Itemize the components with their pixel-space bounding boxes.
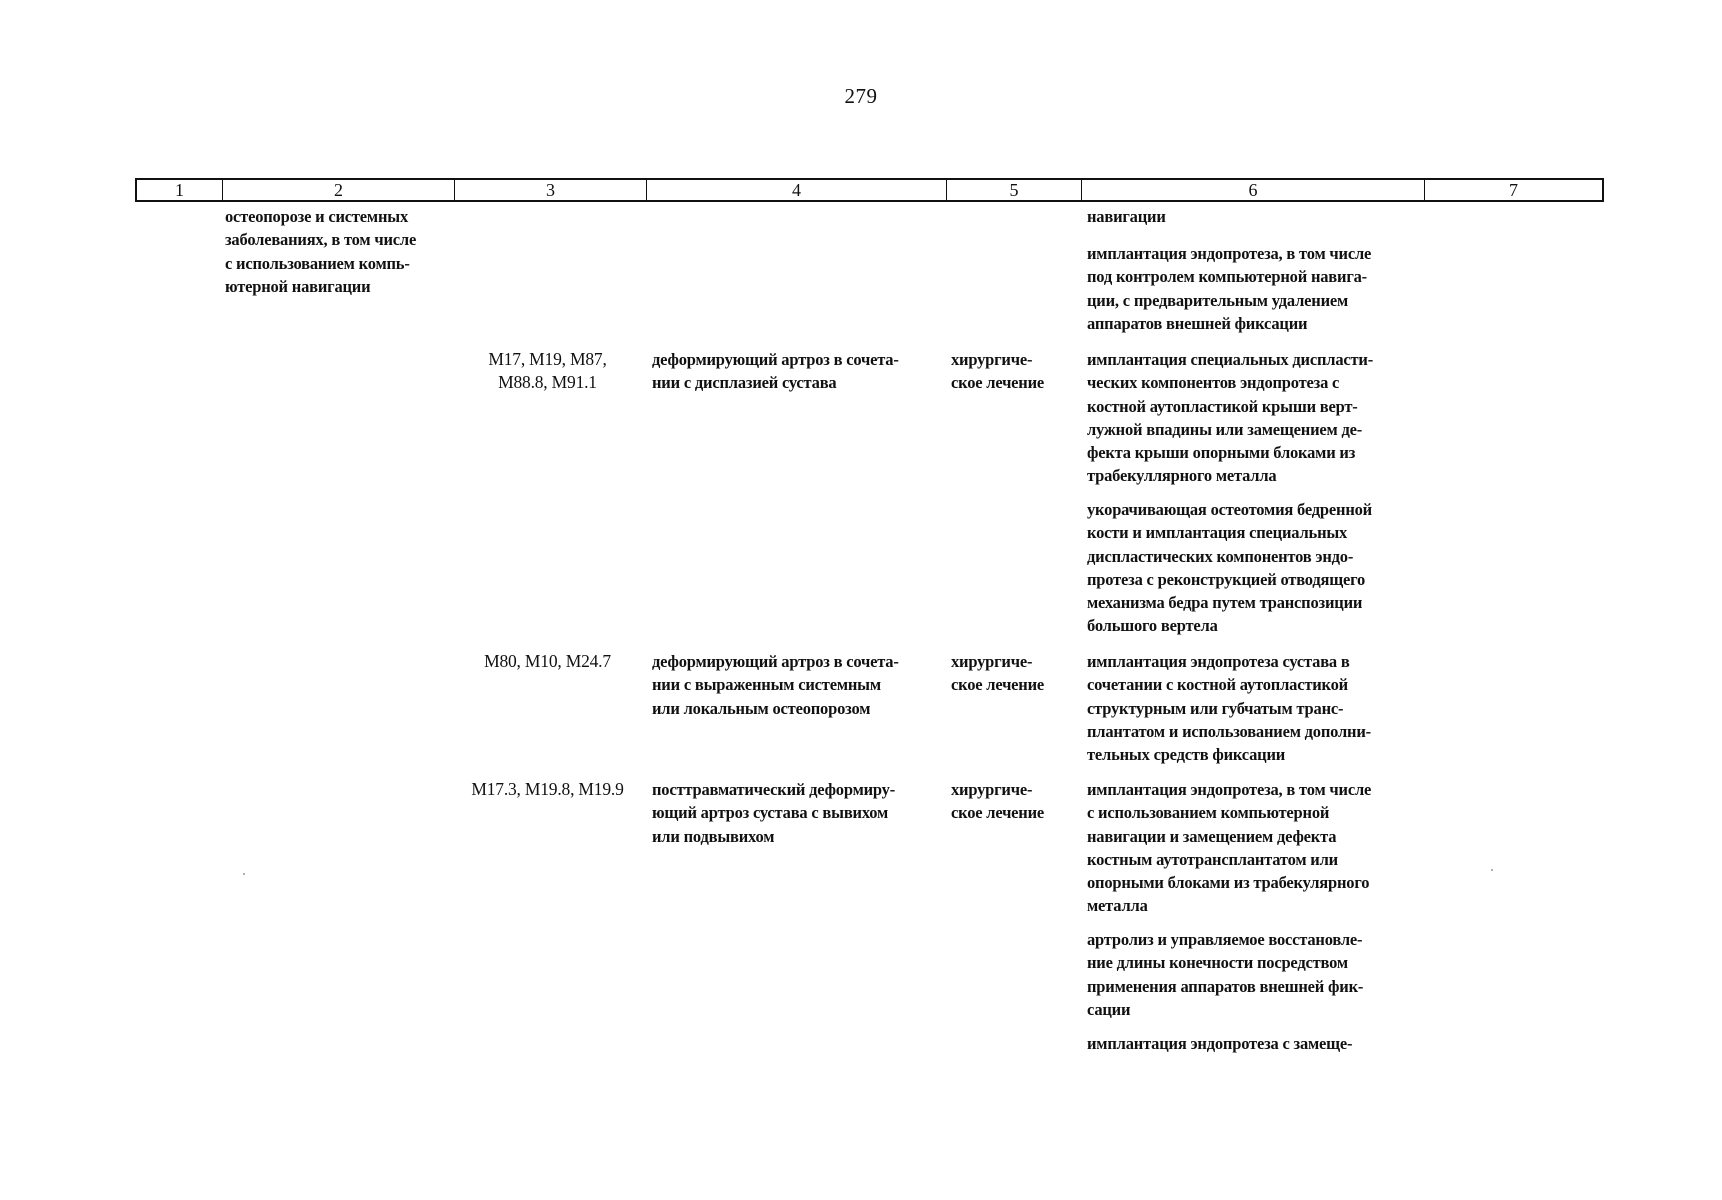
treatment-type: хирургиче- ское лечение	[951, 652, 1045, 695]
page-number: 279	[844, 84, 878, 108]
patient-model: деформирующий артроз в сочета- нии с дисплазией сустава	[652, 350, 899, 393]
method-continued: навигации	[1087, 207, 1166, 226]
method-text: укорачивающая остеотомия бедренной кости и имплантация специальных диспластических компонентов эндо- протеза с реконструкцией отводящего механизма бедра путем транспозиции большого вертела	[1087, 500, 1372, 636]
icd-codes: M17, M19, M87, M88.8, M91.1	[488, 349, 607, 393]
treatment-type: хирургиче- ское лечение	[951, 350, 1045, 393]
header-cell-6: 6	[1082, 180, 1425, 200]
header-cell-1: 1	[137, 180, 223, 200]
method-text: имплантация эндопротеза, в том числе с использованием компьютерной навигации и замещением дефекта костным аутотрансплантатом или опорными блоками из трабекулярного металла	[1087, 780, 1372, 916]
method-text: имплантация эндопротеза сустава в сочетании с костной аутопластикой структурным или губчатым транс- плантатом и использованием дополни- тельных средств фиксации	[1087, 652, 1371, 765]
header-cell-5: 5	[947, 180, 1082, 200]
procedure-name-continued: остеопорозе и системных заболеваниях, в том числе с использованием компь- ютерной навигации	[225, 207, 417, 296]
scan-speck	[243, 873, 245, 875]
method-text: артролиз и управляемое восстановле- ние длины конечности посредством применения аппаратов внешней фик- сации	[1087, 930, 1364, 1019]
method-text: имплантация эндопротеза с замеще-	[1087, 1034, 1353, 1053]
icd-codes: M17.3, M19.8, M19.9	[471, 779, 624, 799]
method-text: имплантация специальных диспласти- ческих компонентов эндопротеза с костной аутопластикой крыши верт- лужной впадины или замещением де- фекта крыши опорными блоками из трабекуллярного металла	[1087, 350, 1374, 486]
table-header-row	[135, 178, 1604, 202]
patient-model: деформирующий артроз в сочета- нии с выраженным системным или локальным остеопорозом	[652, 652, 899, 718]
header-cell-4: 4	[647, 180, 947, 200]
method-text: имплантация эндопротеза, в том числе под контролем компьютерной навига- ции, с предварительным удалением аппаратов внешней фиксации	[1087, 244, 1372, 333]
scan-speck	[1491, 869, 1493, 871]
patient-model: посттравматический деформиру- ющий артроз сустава с вывихом или подвывихом	[652, 780, 896, 846]
treatment-type: хирургиче- ское лечение	[951, 780, 1045, 823]
header-cell-2: 2	[223, 180, 455, 200]
header-cell-7: 7	[1509, 180, 1518, 200]
icd-codes: M80, M10, M24.7	[484, 651, 611, 671]
header-cell-3: 3	[455, 180, 647, 200]
